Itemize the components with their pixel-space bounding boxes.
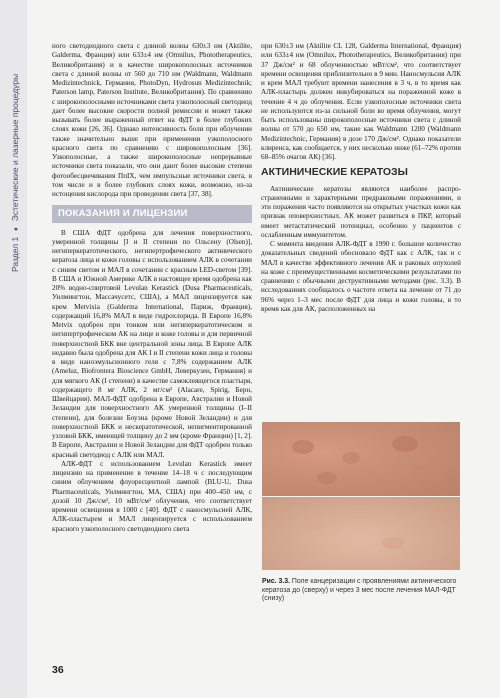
figure-photo-before	[262, 422, 460, 496]
diamond-separator-icon: ♦	[13, 227, 20, 231]
sidebar-chapter-tab	[10, 74, 20, 272]
right-paragraph-3: С момента введения АЛК-ФДТ в 1990 г. большое количество доказательных сведений обосновало ФДТ как с АЛК, так и с МАЛ в качестве эффективного лечения АК и раковых опухолей на коже с преимущественными косметическими результатами по сравнению с обычными деструктивными методами (рис. 3.3). В исследованиях сообщалось о частоте ответа на лечение от 71 до 96% через 1–3 мес после ФДТ для лица и кожи головы, в то время как для АК, расположенных на	[261, 240, 461, 313]
section-heading: АКТИНИЧЕСКИЕ КЕРАТОЗЫ	[261, 166, 408, 179]
left-paragraph-1: ного светодиодного света с длиной волны 630±3 нм (Aktilite, Galderma, Франция) или 633±4 нм (Omnilux, Phototherapeutics, Великобритания) и в качестве широкополосных источников света с длиной волны от 560 до 710 нм (Waldmann, Waldmann Medizintechnick, Германия, PhotoDyn, Hydrosun Medizintechnik; Paterson lamp, Paterson Institute, Великобритания). По сравнению с широкополосными источниками света узкополосный светодиод дает более высокие скорости полной ремиссии и может также вызывать более выраженный ответ на ФДТ в более глубоких слоях кожи [26, 36]. Однако интенсивность боли при облучении также значительно выше при применении узкополосного красного света по сравнению с широкополосным [36]. Узкополосные, а также широкополосные непрерывные источники света показали, что они дают более высокие степени фотообесцвечивания ПпIХ, чем импульсные источники света, в том числе и в более глубоких слоях кожи, возможно, из-за истощения кислорода при проведении света [37, 38].	[52, 42, 252, 198]
right-column	[261, 42, 461, 314]
page-number: 36	[52, 664, 64, 676]
figure-photo-after	[262, 497, 460, 570]
figure-3-3	[262, 422, 460, 570]
left-paragraph-2: В США ФДТ одобрена для лечения поверхностного, умеренной толщины [I и II степени по Ольсену (Olsen)], негиперкератотического, негипертрофического актинического кератоза лица и кожи головы с использованием АЛК в сочетании с синим светом и МАЛ в сочетании с красным LED-светом [39]. В США и Южной Америке АЛК в настоящее время одобрена как 20% водно-спиртовой Levulan Kerastick (Dusa Pharmaceuticals, Уилмингтон, Массачусетс, США), а МАЛ лицензируется как крем Metvixia (Galderma International, Париж, Франция), содержащий 16,8% МАЛ в виде гидрохлорида. В Европе 16,8% Metvix одобрен при тонком или негиперкератотическом и негипертрофическом АК на лице и коже головы и для первичной поверхностной БКК вне центральной зоны лица. В Европе АЛК недавно была одобрена для АК I и II степени кожи лица и головы в виде наноэмульсионного геля с 7,8% содержанием АЛК (Ameluz, Biofrontera Bioscience GmbH, Леверкузен, Германия) и для мягкого АК (I степени) в качестве самоклеящегося пластыря, содержащего 8 мг АЛК, 2 мг/см² (Alacare, Spirig, Берн, Швейцария). МАЛ-ФДТ одобрена в Европе, Австралии и Новой Зеландии для поверхностного АК умеренной толщины (I–II степени), для болезни Боуэна (кроме Новой Зеландии) и для поверхностной БКК и нескератотической, непигментированной узловой БКК, имеющей толщину до 2 мм (кроме Франции) [1, 2]. В Европе, Австралии и Новой Зеландии для ФДТ одобрен только красный светодиод с АЛК или МАЛ.	[52, 228, 252, 459]
chapter-label: Эстетические и лазерные процедуры	[10, 73, 20, 222]
figure-caption-text: Поле канцеризации с проявлениями актинического кератоза до (сверху) и через 3 мес после лечения МАЛ-ФДТ (снизу)	[262, 578, 457, 603]
left-paragraph-3: АЛК-ФДТ с использованием Levulan Kerastick имеет лицензию на применение в течение 14–18 ч с последующим синим облучением флуоресцентной лампой (BLU-U, Dusa Pharmaceuticals, Уилмингтон, МА, США) при 400–450 нм, с дозой 10 Дж/см², 10 мВт/см² облучения, что соответствует времени освещения в 1000 с [40]. ФДТ с наносмульсией АЛК, АЛК-пластырем и МАЛ лицензируется с использованием красного узкополосного светодиодного света	[52, 459, 252, 533]
right-paragraph-2: Актинические кератозы являются наиболее распространенными и характерными предраковыми поражениями, и эти поражения часто появляются на открытых участках кожи как признак оповерхностных. АК может развиться в ПКР, который имеет метастатический потенциал, особенно у пациентов с ослабленным иммунитетом.	[261, 184, 461, 239]
figure-caption	[262, 578, 460, 604]
right-paragraph-1: при 630±3 нм (Aktilite CL 128, Galderma International, Франция) или 633±4 нм (Omnilux, Phototherapeutics, Великобритания) при 37 Дж/см² и 68 облученностью мВт/см², что соответствует времени освещения приблизительно в 9 мин. Наносмульсия АЛК и крем МАЛ требуют времени нанесения в 3 ч, в то время как АЛК-пластырь должен инкубироваться на пораженной коже в течение 4 ч до облучения. Если узкополосные источники света не используются из-за сильной боли во время облучения, могут быть использованы широкополосные источники света с длиной волны от 570 до 650 нм, такие как Waldmann 1200 (Waldmann Medizintechnic, Германия) в дозе 170 Дж/см². Однако показатели клиренса, как сообщается, у них несколько ниже (61–72% против 68–85% очагов АК) [36].	[261, 42, 461, 161]
section-banner: ПОКАЗАНИЯ И ЛИЦЕНЗИИ	[52, 205, 252, 222]
section-label: Раздел 1	[10, 236, 20, 272]
figure-caption-label: Рис. 3.3.	[262, 578, 290, 585]
left-column	[52, 42, 252, 534]
sidebar	[0, 0, 27, 698]
